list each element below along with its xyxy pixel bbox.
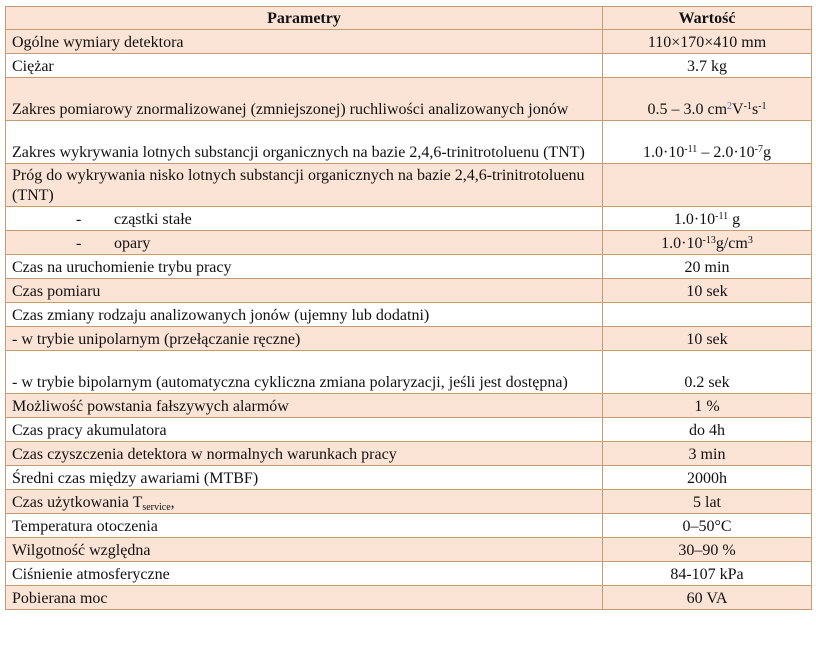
value-text: g [728,211,741,228]
value-cell: 3.7 kg [603,54,812,78]
table-row [6,121,812,164]
table-row [6,538,812,562]
value-cell: 5 lat [603,490,812,514]
value-cell: 0–50°C [603,514,812,538]
param-cell: Próg do wykrywania nisko lotnych substancji organicznych na bazie 2,4,6-trinitrotoluenu (TNT) [6,164,603,207]
value-cell [603,303,812,327]
value-text: g/cm [715,235,748,252]
param-cell: - w trybie unipolarnym (przełączanie ręczne) [6,327,603,351]
value-text: V [732,101,744,118]
value-sup: -11 [684,144,698,155]
spec-table-container [5,6,811,610]
param-text: opary [114,235,151,252]
param-cell: Zakres pomiarowy znormalizowanej (zmniejszonej) ruchliwości analizowanych jonów [6,78,603,121]
value-cell: 10 sek [603,279,812,303]
value-sup: 2 [727,101,733,112]
table-row [6,164,812,207]
table-row [6,231,812,255]
list-dash: - [76,235,82,252]
value-text: – 2.0·10 [697,144,755,161]
value-cell: 10 sek [603,327,812,351]
param-cell: Czas pracy akumulatora [6,418,603,442]
table-row [6,562,812,586]
param-cell: Czas czyszczenia detektora w normalnych warunkach pracy [6,442,603,466]
param-cell: - w trybie bipolarnym (automatyczna cykliczna zmiana polaryzacji, jeśli jest dostępna) [6,351,603,394]
table-row [6,207,812,231]
table-row [6,351,812,394]
value-cell: 2000h [603,466,812,490]
value-sup: -1 [743,101,752,112]
param-cell: Czas na uruchomienie trybu pracy [6,255,603,279]
param-cell: Temperatura otoczenia [6,514,603,538]
table-row [6,514,812,538]
param-cell: Czas pomiaru [6,279,603,303]
param-cell: Zakres wykrywania lotnych substancji organicznych na bazie 2,4,6-trinitrotoluenu (TNT) [6,121,603,164]
value-sup: -7 [754,144,763,155]
param-text: cząstki stałe [114,211,192,228]
table-row [6,327,812,351]
param-cell [6,231,603,255]
value-cell: 110×170×410 mm [603,30,812,54]
table-row [6,78,812,121]
table-row [6,418,812,442]
param-text: , [170,494,175,511]
value-cell [603,78,812,121]
value-cell: 60 VA [603,586,812,610]
value-text: 1.0·10 [673,211,716,228]
value-text: g [762,144,771,161]
value-text: 0.5 – 3.0 cm [647,101,728,118]
value-text: s [751,101,759,118]
table-row [6,303,812,327]
value-cell: 1 % [603,394,812,418]
param-cell: Czas zmiany rodzaju analizowanych jonów (ujemny lub dodatni) [6,303,603,327]
param-cell: Ciśnienie atmosferyczne [6,562,603,586]
param-cell: Średni czas między awariami (MTBF) [6,466,603,490]
table-row [6,466,812,490]
param-cell: Możliwość powstania fałszywych alarmów [6,394,603,418]
value-cell: 84-107 kPa [603,562,812,586]
value-sup: -13 [702,235,716,246]
table-row [6,255,812,279]
value-sup: 3 [747,235,753,246]
value-sup: -1 [758,101,767,112]
table-row [6,586,812,610]
table-row [6,490,812,514]
value-cell: do 4h [603,418,812,442]
table-row [6,279,812,303]
header-parameters: Parametry [6,7,603,30]
param-text: Czas użytkowania T [12,494,143,511]
value-cell: 3 min [603,442,812,466]
value-text: 1.0·10 [661,235,703,252]
table-header-row [6,7,812,30]
value-cell: 20 min [603,255,812,279]
param-cell: Wilgotność względna [6,538,603,562]
param-sub: service [142,502,171,513]
value-sup: -11 [715,211,729,222]
value-cell [603,207,812,231]
param-cell: Ogólne wymiary detektora [6,30,603,54]
list-dash: - [76,211,82,228]
table-row [6,442,812,466]
value-cell [603,121,812,164]
value-cell: 30–90 % [603,538,812,562]
value-cell [603,231,812,255]
param-cell [6,490,603,514]
table-row [6,30,812,54]
spec-table [5,6,812,610]
value-text: 1.0·10 [643,144,685,161]
param-cell: Pobierana moc [6,586,603,610]
param-cell [6,207,603,231]
table-row [6,394,812,418]
param-cell: Ciężar [6,54,603,78]
table-row [6,54,812,78]
header-value: Wartość [603,7,812,30]
value-cell [603,164,812,207]
value-cell: 0.2 sek [603,351,812,394]
